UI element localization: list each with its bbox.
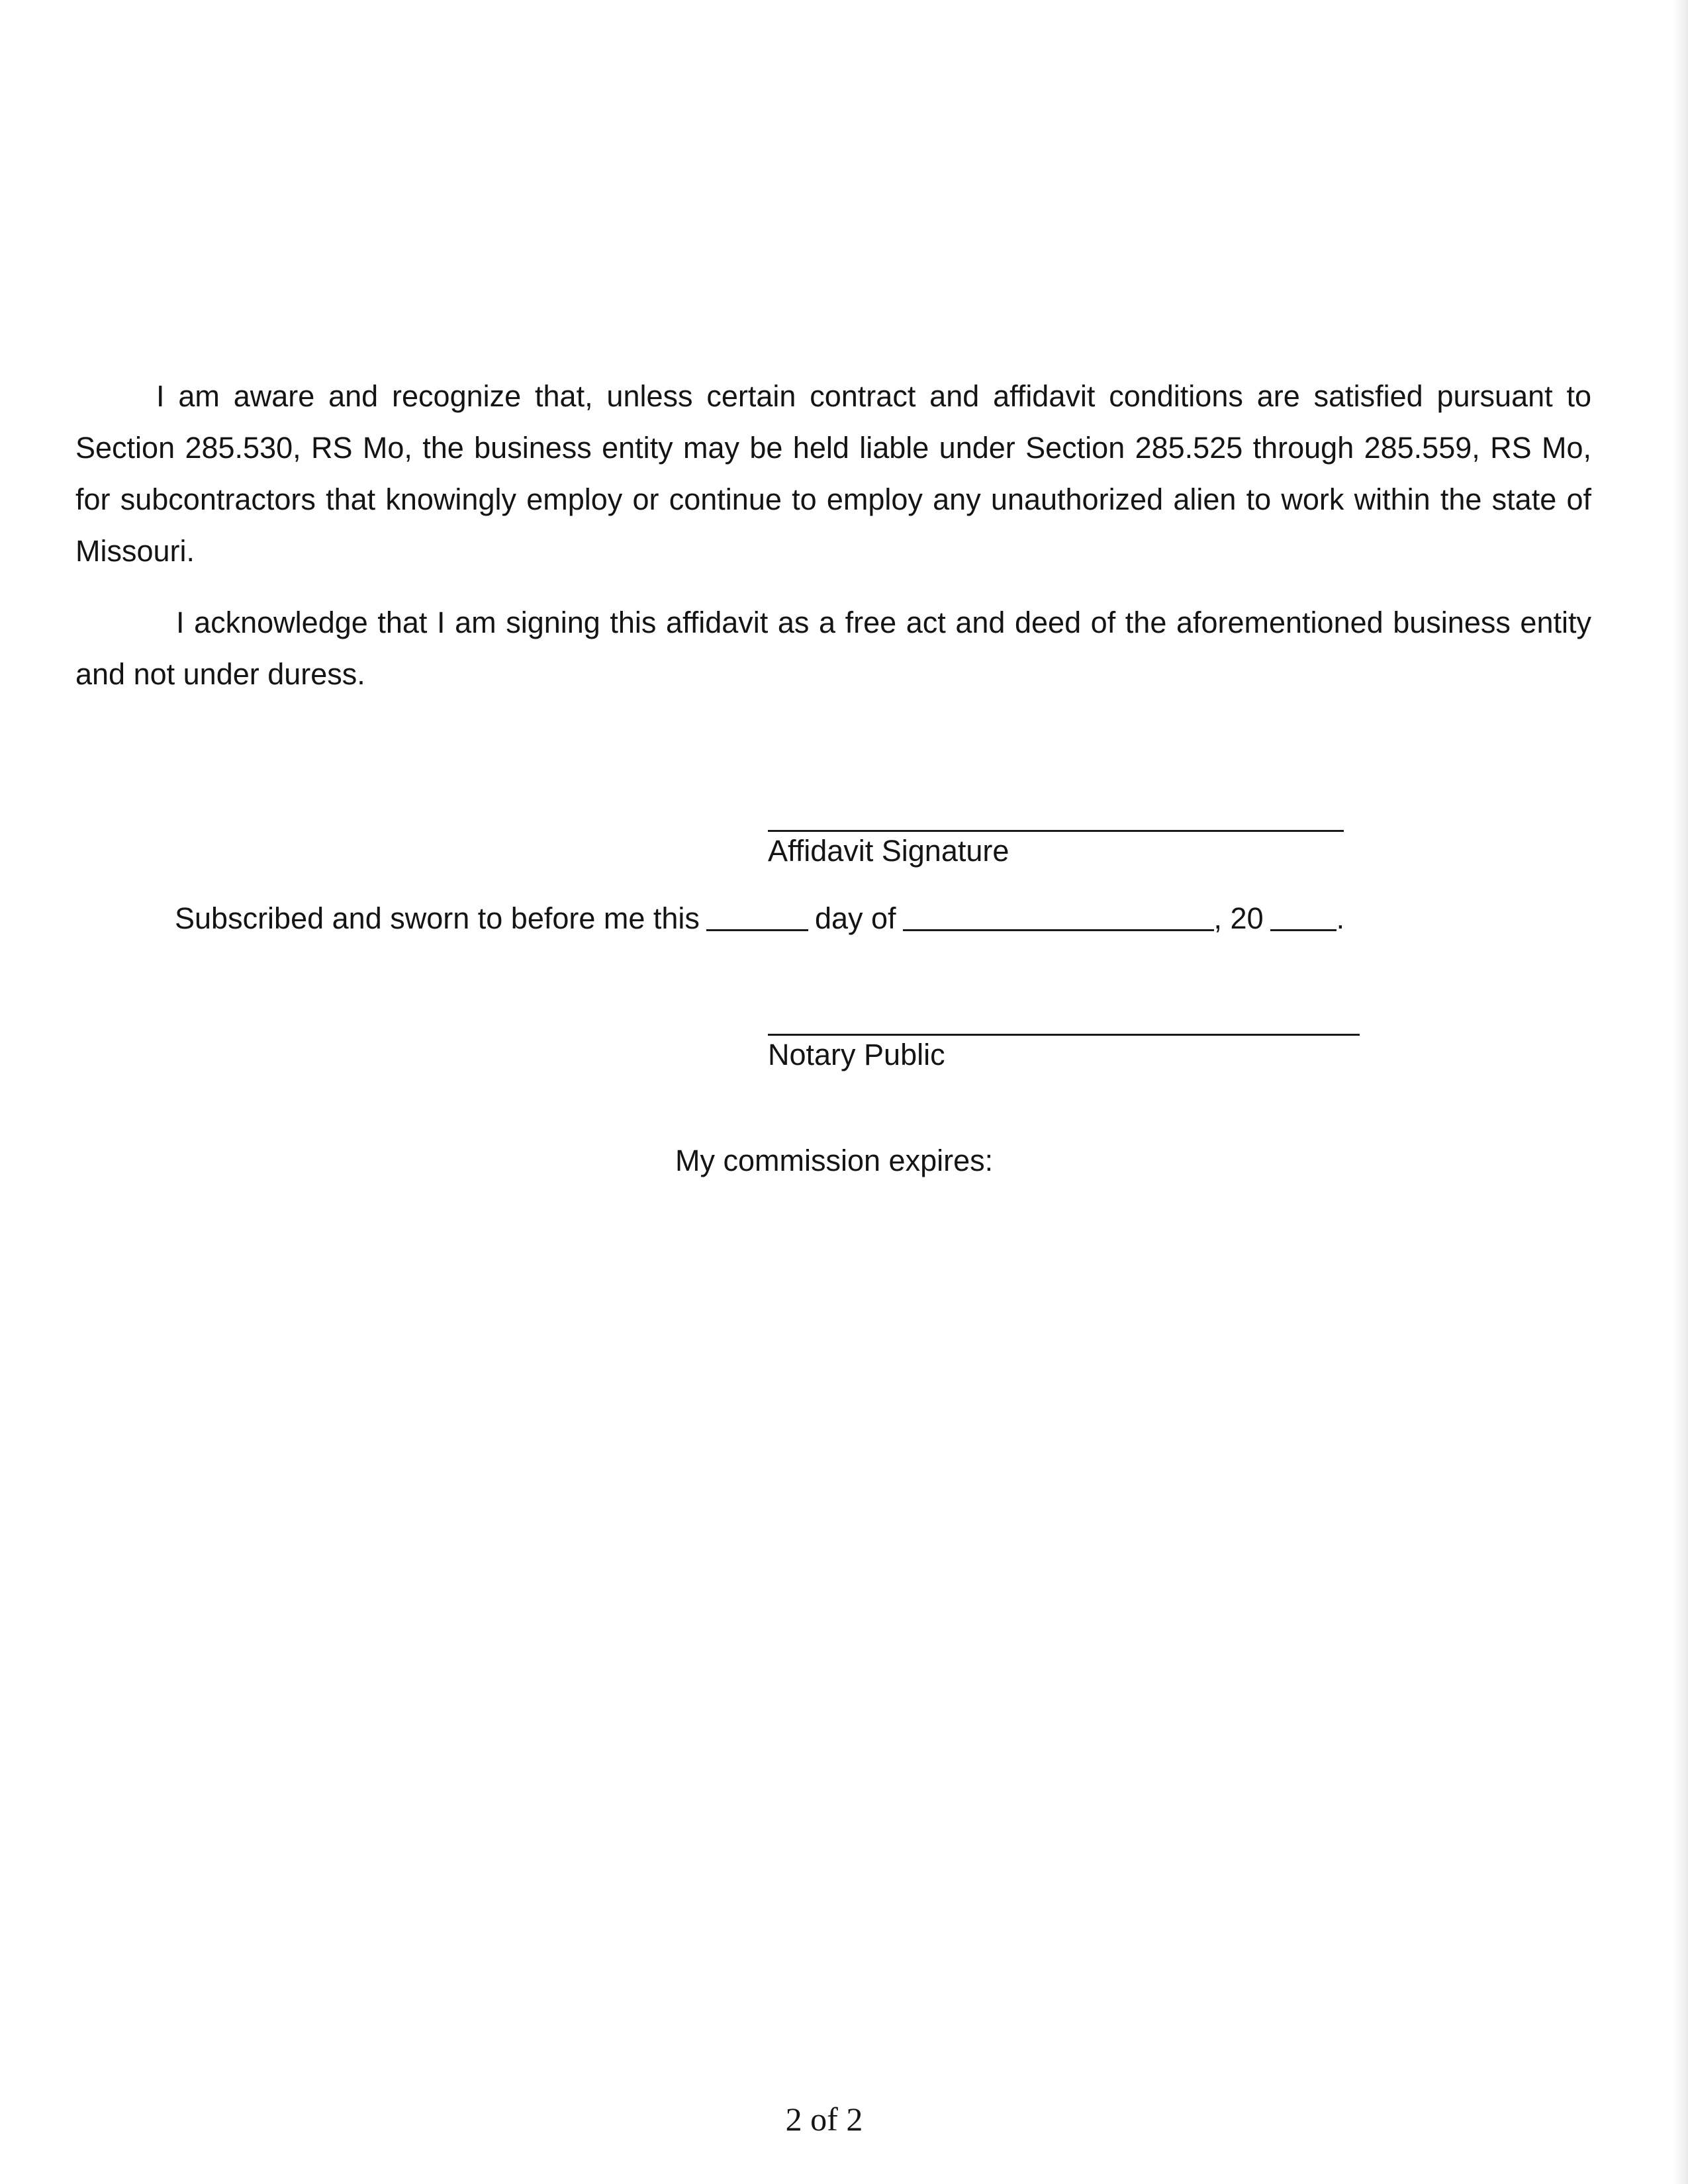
year-prefix-text: , 20 (1213, 901, 1264, 935)
notary-public-label: Notary Public (768, 1038, 945, 1071)
month-blank[interactable] (903, 899, 1214, 931)
page-number: 2 of 2 (785, 2101, 863, 2138)
scan-edge-shadow (1673, 0, 1688, 2184)
sworn-suffix: . (1336, 901, 1345, 935)
notary-signature-line[interactable] (768, 1034, 1360, 1036)
year-blank[interactable] (1270, 899, 1336, 931)
commission-expires-label: My commission expires: (675, 1144, 994, 1177)
affidavit-signature-line[interactable] (768, 830, 1344, 832)
sworn-prefix: Subscribed and sworn to before me this (175, 901, 700, 935)
affidavit-signature-label: Affidavit Signature (768, 834, 1009, 868)
sworn-statement (175, 899, 1344, 937)
day-blank[interactable] (706, 899, 808, 931)
acknowledgement-paragraph: I acknowledge that I am signing this affidavit as a free act and deed of the aforementioned business entity and not under duress. (75, 606, 1591, 691)
day-of-text: day of (814, 901, 896, 935)
awareness-paragraph: I am aware and recognize that, unless certain contract and affidavit conditions are satisfied pursuant to Section 285.530, RS Mo, the business entity may be held liable under Section 285.525 through 285.559, RS Mo, for subcontractors that knowingly employ or continue to employ any unauthorized alien to work within the state of Missouri. (75, 379, 1591, 568)
